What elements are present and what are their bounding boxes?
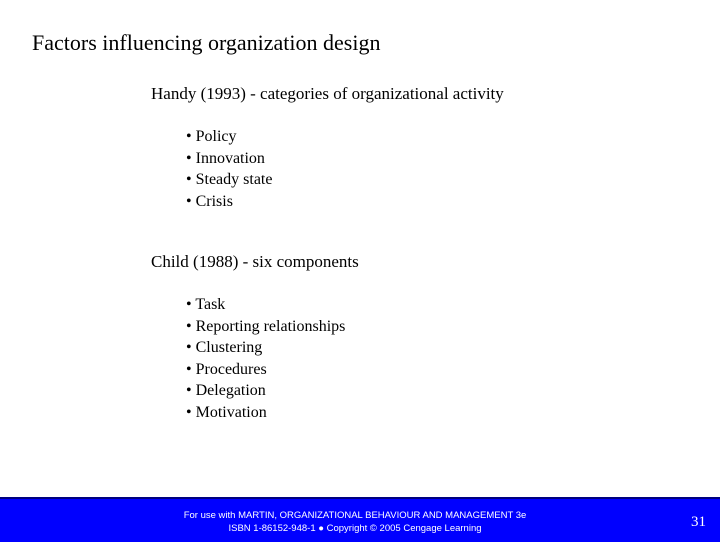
list-item: • Procedures <box>186 360 267 378</box>
list-item: • Delegation <box>186 382 266 400</box>
page-number: 31 <box>691 514 706 530</box>
list-item: • Clustering <box>186 339 263 357</box>
slide-title: Factors influencing organization design <box>32 30 381 55</box>
section-heading-handy: Handy (1993) - categories of organizational activity <box>151 84 504 103</box>
child-list <box>186 294 345 424</box>
list-item: • Reporting relationships <box>186 317 346 335</box>
list-item: • Crisis <box>186 192 233 210</box>
footer-line-2: ISBN 1-86152-948-1 ● Copyright © 2005 Cengage Learning <box>228 523 482 534</box>
footer-text <box>150 509 560 535</box>
list-item: • Steady state <box>186 171 273 189</box>
list-item: • Innovation <box>186 149 265 167</box>
list-item: • Policy <box>186 128 237 145</box>
footer-line-1: For use with MARTIN, ORGANIZATIONAL BEHAVIOUR AND MANAGEMENT 3e <box>183 510 527 521</box>
list-item: • Motivation <box>186 403 267 421</box>
section-heading-child: Child (1988) - six components <box>151 252 359 271</box>
handy-list <box>186 126 272 212</box>
list-item: • Task <box>186 296 226 313</box>
footer-bar <box>0 497 720 542</box>
